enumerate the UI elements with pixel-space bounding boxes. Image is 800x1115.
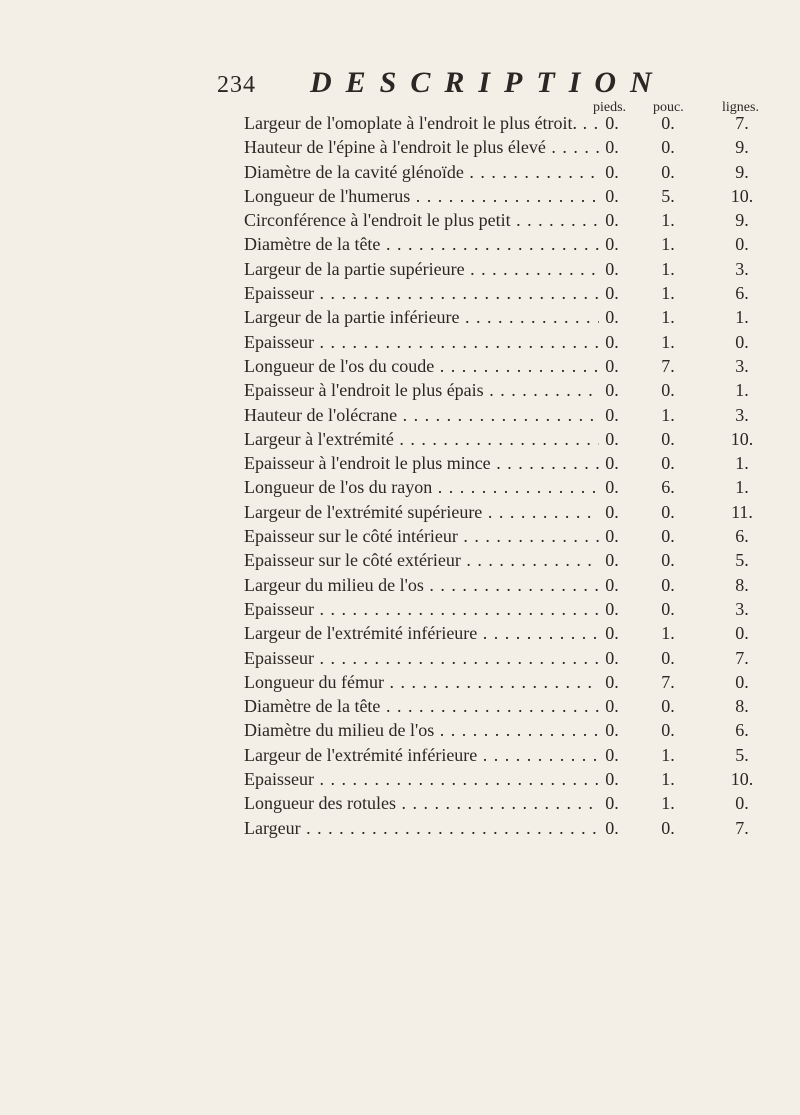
value-pieds: 0.	[605, 453, 619, 474]
measurement-label: Largeur à l'extrémité . . .	[244, 427, 599, 451]
measurement-row	[0, 281, 800, 305]
value-lignes: 1.	[735, 307, 749, 328]
value-lignes: 6.	[735, 526, 749, 547]
value-pieds: 0.	[605, 380, 619, 401]
measurement-label: Largeur de l'omoplate à l'endroit le plus étroit. . . .	[244, 111, 599, 135]
measurement-label: Largeur de l'extrémité inférieure . . .	[244, 743, 599, 767]
value-pieds: 0.	[605, 623, 619, 644]
measurement-label: Epaisseur . . .	[244, 767, 599, 791]
value-pieds: 0.	[605, 258, 619, 279]
measurement-row	[0, 500, 800, 524]
measurement-row	[0, 330, 800, 354]
value-lignes: 9.	[735, 161, 749, 182]
value-pieds: 0.	[605, 793, 619, 814]
value-pieds: 0.	[605, 113, 619, 133]
value-pouces: 0.	[661, 574, 675, 595]
value-pouces: 1.	[661, 234, 675, 255]
value-pouces: 0.	[661, 720, 675, 741]
value-lignes: 11.	[731, 501, 753, 522]
measurement-label: Largeur . . .	[244, 816, 599, 840]
value-pouces: 0.	[661, 526, 675, 547]
value-pouces: 0.	[661, 428, 675, 449]
header-pouces: pouc.	[653, 100, 684, 115]
measurement-row	[0, 816, 800, 840]
value-lignes: 6.	[735, 283, 749, 304]
value-pieds: 0.	[605, 307, 619, 328]
value-pieds: 0.	[605, 137, 619, 158]
value-lignes: 0.	[735, 671, 749, 692]
measurement-label: Largeur de la partie supérieure . . .	[244, 257, 599, 281]
measurement-row	[0, 135, 800, 159]
measurement-row	[0, 354, 800, 378]
value-lignes: 5.	[735, 744, 749, 765]
measurement-label: Epaisseur . . .	[244, 646, 599, 670]
value-pouces: 1.	[661, 210, 675, 231]
measurement-row	[0, 670, 800, 694]
measurement-row	[0, 111, 800, 135]
value-pieds: 0.	[605, 744, 619, 765]
value-pieds: 0.	[605, 817, 619, 838]
value-lignes: 9.	[735, 137, 749, 158]
value-pieds: 0.	[605, 720, 619, 741]
value-pouces: 0.	[661, 113, 675, 133]
measurement-label: Hauteur de l'épine à l'endroit le plus élevé . . .	[244, 135, 599, 159]
value-pieds: 0.	[605, 234, 619, 255]
measurement-row	[0, 743, 800, 767]
value-pieds: 0.	[605, 550, 619, 571]
measurement-row	[0, 451, 800, 475]
measurement-row	[0, 208, 800, 232]
value-lignes: 0.	[735, 234, 749, 255]
value-pieds: 0.	[605, 428, 619, 449]
value-pieds: 0.	[605, 161, 619, 182]
value-pouces: 7.	[661, 355, 675, 376]
measurement-row	[0, 184, 800, 208]
measurement-label: Longueur du fémur . . .	[244, 670, 599, 694]
value-pouces: 1.	[661, 769, 675, 790]
value-pieds: 0.	[605, 647, 619, 668]
measurement-label: Longueur de l'os du rayon . . .	[244, 475, 599, 499]
measurement-row	[0, 573, 800, 597]
value-pouces: 0.	[661, 817, 675, 838]
value-pouces: 1.	[661, 331, 675, 352]
measurement-row	[0, 403, 800, 427]
value-lignes: 0.	[735, 623, 749, 644]
measurement-row	[0, 524, 800, 548]
measurement-row	[0, 597, 800, 621]
measurement-row	[0, 621, 800, 645]
measurement-label: Longueur de l'humerus . . .	[244, 184, 599, 208]
measurement-label: Epaisseur . . .	[244, 597, 599, 621]
value-lignes: 1.	[735, 453, 749, 474]
measurement-row	[0, 378, 800, 402]
measurement-label: Longueur de l'os du coude . . .	[244, 354, 599, 378]
value-lignes: 3.	[735, 355, 749, 376]
value-lignes: 3.	[735, 258, 749, 279]
value-pouces: 0.	[661, 647, 675, 668]
value-pieds: 0.	[605, 598, 619, 619]
measurement-label: Circonférence à l'endroit le plus petit . . .	[244, 208, 599, 232]
measurement-label: Epaisseur à l'endroit le plus épais . . .	[244, 378, 599, 402]
running-head: DESCRIPTION	[310, 66, 666, 99]
value-lignes: 3.	[735, 598, 749, 619]
measurement-row	[0, 305, 800, 329]
measurement-label: Hauteur de l'olécrane . . .	[244, 403, 599, 427]
value-lignes: 5.	[735, 550, 749, 571]
value-pieds: 0.	[605, 404, 619, 425]
value-lignes: 6.	[735, 720, 749, 741]
value-lignes: 0.	[735, 331, 749, 352]
value-lignes: 8.	[735, 574, 749, 595]
value-pouces: 0.	[661, 137, 675, 158]
value-pieds: 0.	[605, 696, 619, 717]
measurement-label: Largeur de la partie inférieure . . .	[244, 305, 599, 329]
measurement-row	[0, 718, 800, 742]
measurement-row	[0, 475, 800, 499]
measurement-row	[0, 694, 800, 718]
value-pieds: 0.	[605, 671, 619, 692]
measurement-row	[0, 767, 800, 791]
value-pouces: 1.	[661, 404, 675, 425]
value-pouces: 0.	[661, 550, 675, 571]
measurement-label: Largeur de l'extrémité supérieure . . .	[244, 500, 599, 524]
value-pieds: 0.	[605, 477, 619, 498]
measurement-row	[0, 427, 800, 451]
value-pouces: 0.	[661, 501, 675, 522]
value-pieds: 0.	[605, 283, 619, 304]
measurement-label: Diamètre de la tête . . .	[244, 694, 599, 718]
value-lignes: 7.	[735, 817, 749, 838]
value-pouces: 1.	[661, 793, 675, 814]
value-pieds: 0.	[605, 355, 619, 376]
value-pouces: 1.	[661, 623, 675, 644]
value-lignes: 1.	[735, 380, 749, 401]
measurement-label: Longueur des rotules . . .	[244, 791, 599, 815]
value-pieds: 0.	[605, 769, 619, 790]
value-lignes: 10.	[730, 185, 754, 206]
measurement-row	[0, 791, 800, 815]
value-pouces: 1.	[661, 283, 675, 304]
value-lignes: 7.	[735, 647, 749, 668]
measurement-row	[0, 548, 800, 572]
value-lignes: 10.	[730, 428, 754, 449]
value-pouces: 0.	[661, 380, 675, 401]
value-lignes: 10.	[730, 769, 754, 790]
measurement-label: Diamètre du milieu de l'os . . .	[244, 718, 599, 742]
measurement-label: Largeur de l'extrémité inférieure . . .	[244, 621, 599, 645]
value-pouces: 5.	[661, 185, 675, 206]
value-pouces: 1.	[661, 744, 675, 765]
value-pouces: 1.	[661, 258, 675, 279]
measurement-row	[0, 257, 800, 281]
value-lignes: 0.	[735, 793, 749, 814]
value-lignes: 8.	[735, 696, 749, 717]
measurement-label: Epaisseur sur le côté intérieur . . .	[244, 524, 599, 548]
measurement-label: Epaisseur sur le côté extérieur . . .	[244, 548, 599, 572]
value-lignes: 1.	[735, 477, 749, 498]
value-pouces: 1.	[661, 307, 675, 328]
measurement-label: Diamètre de la cavité glénoïde . . .	[244, 160, 599, 184]
measurement-label: Diamètre de la tête . . .	[244, 232, 599, 256]
value-lignes: 9.	[735, 210, 749, 231]
value-pouces: 7.	[661, 671, 675, 692]
value-pouces: 0.	[661, 161, 675, 182]
value-pieds: 0.	[605, 574, 619, 595]
measurement-row	[0, 160, 800, 184]
value-lignes: 3.	[735, 404, 749, 425]
value-pouces: 0.	[661, 453, 675, 474]
header-pieds: pieds.	[593, 100, 627, 115]
value-pieds: 0.	[605, 331, 619, 352]
value-lignes: 7.	[735, 113, 749, 133]
measurement-label: Epaisseur à l'endroit le plus mince . . .	[244, 451, 599, 475]
value-pieds: 0.	[605, 501, 619, 522]
value-pieds: 0.	[605, 526, 619, 547]
measurement-table	[0, 111, 800, 840]
measurement-label: Epaisseur . . .	[244, 330, 599, 354]
value-pouces: 6.	[661, 477, 675, 498]
value-pouces: 0.	[661, 696, 675, 717]
measurement-label: Epaisseur . . .	[244, 281, 599, 305]
value-pouces: 0.	[661, 598, 675, 619]
measurement-row	[0, 646, 800, 670]
page-number: 234	[217, 72, 256, 98]
value-pieds: 0.	[605, 210, 619, 231]
header-lignes: lignes.	[722, 100, 759, 115]
measurement-label: Largeur du milieu de l'os . . .	[244, 573, 599, 597]
value-pieds: 0.	[605, 185, 619, 206]
measurement-row	[0, 232, 800, 256]
